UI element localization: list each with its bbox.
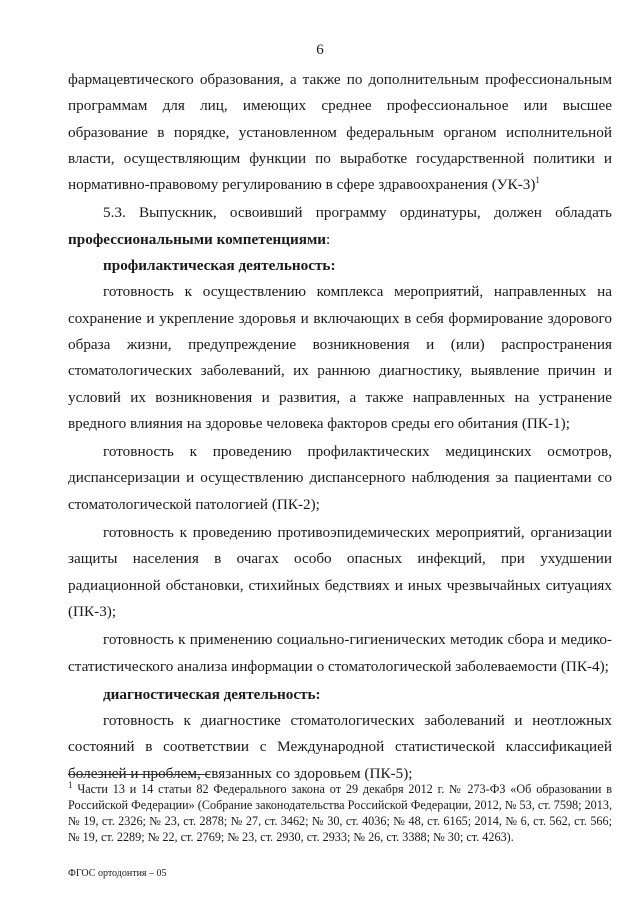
- page-footer: ФГОС ортодонтия – 05: [68, 868, 167, 879]
- paragraph-competencies: [68, 200, 612, 253]
- footnote: [68, 781, 612, 845]
- paragraph-pk4: готовность к применению социально-гигиенических методик сбора и медико-статистического анализа информации о стоматологической заболеваемости (ПК-4);: [68, 631, 612, 675]
- section-heading-diagnostic: диагностическая деятельность:: [103, 685, 321, 703]
- paragraph-pk3: готовность к проведению противоэпидемических мероприятий, организации защиты населения в очагах особо опасных инфекций, при ухудшении радиационной обстановки, стихийных бедствиях и иных чрезвычайных ситуациях (ПК-3);: [68, 524, 612, 620]
- footnote-divider: [68, 774, 210, 775]
- footnote-mark: 1: [68, 779, 73, 790]
- paragraph-text: фармацевтического образования, а также по дополнительным профессиональным программам для лиц, имеющих среднее профессиональное или высшее образование в порядке, установленном федеральным органом исполнительной власти, осуществляющим функции по выработке государственной политики и нормативно-правовому регулированию в сфере здравоохранения (УК-3): [68, 71, 612, 194]
- section-heading-prophylactic: профилактическая деятельность:: [103, 257, 336, 275]
- bold-term: профессиональными компетенциями: [68, 230, 327, 248]
- footnote-reference: 1: [535, 175, 540, 186]
- paragraph-pk1: готовность к осуществлению комплекса мероприятий, направленных на сохранение и укрепление здоровья и включающих в себя формирование здорового образа жизни, предупреждение возникновения и (или) распространения стоматологических заболеваний, их раннюю диагностику, выявление причин и условий их возникновения и развития, а также направленных на устранение вредного влияния на здоровье человека факторов среды его обитания (ПК-1);: [68, 283, 612, 432]
- paragraph-tail: :: [326, 230, 331, 248]
- paragraph-lead: 5.3. Выпускник, освоивший программу ординатуры, должен обладать: [103, 204, 612, 222]
- page-number: 6: [316, 42, 324, 58]
- paragraph-uk3: [68, 67, 612, 198]
- document-body: [68, 67, 612, 787]
- paragraph-pk2: готовность к проведению профилактических медицинских осмотров, диспансеризации и осуществлению диспансерного наблюдения за пациентами со стоматологической патологией (ПК-2);: [68, 443, 612, 513]
- paragraph-pk5: готовность к диагностике стоматологических заболеваний и неотложных состояний в соответствии с Международной статистической классификацией болезней и проблем, связанных со здоровьем (ПК-5);: [68, 712, 612, 782]
- footnote-text: Части 13 и 14 статьи 82 Федерального закона от 29 декабря 2012 г. № 273-ФЗ «Об образовании в Российской Федерации» (Собрание законодательства Российской Федерации, 2012, № 53, ст. 7598; 2013, № 19, ст. 2326; № 23, ст. 2878; № 27, ст. 3462; № 30, ст. 4036; № 48, ст. 6165; 2014, № 6, ст. 562, ст. 566; № 19, ст. 2289; № 22, ст. 2769; № 23, ст. 2930, ст. 2933; № 26, ст. 3388; № 30; ст. 4263).: [68, 782, 612, 844]
